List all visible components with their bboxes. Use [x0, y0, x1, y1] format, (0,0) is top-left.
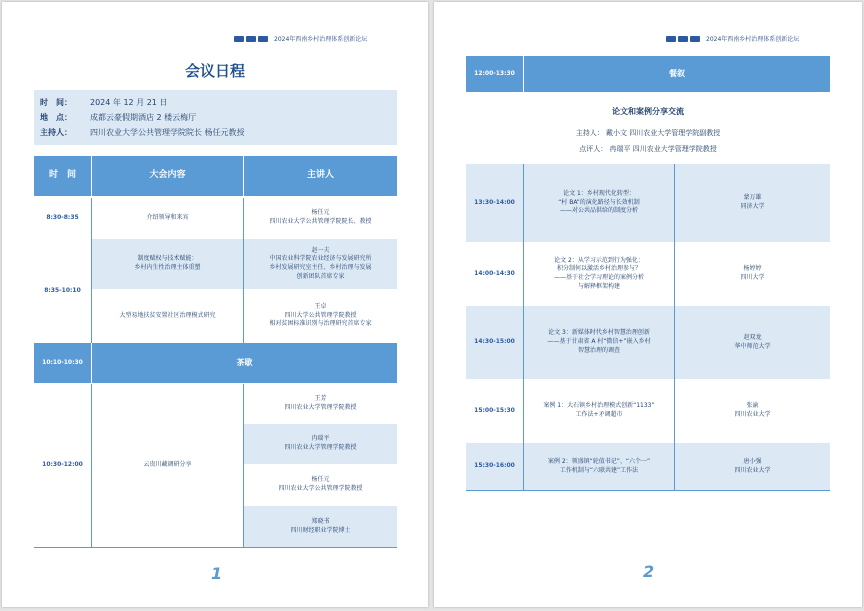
col-header-content: 大会内容 — [92, 156, 243, 196]
speaker-name: 郑晓书 — [311, 517, 330, 525]
header-block-icon — [234, 36, 244, 42]
time-cell: 8:35-10:10 — [44, 286, 81, 294]
meeting-info-box — [34, 90, 397, 145]
content-cell: 论文 2：从学习示范到行为强化： 积分制何以激活乡村治理参与？ ——基于社会学习理论的案例分析 与解释框架构建 — [553, 256, 644, 290]
speaker-name: 唐小强 — [743, 457, 762, 465]
speaker-title: 四川农业大学公共管理学院院长、教授 — [269, 218, 372, 225]
header-text: 2024年西南乡村治理体系创新论坛 — [274, 36, 368, 43]
session-host: 主持人： 戴小文 四川农业大学管理学院副教授 — [575, 129, 721, 137]
page-header — [234, 34, 367, 43]
speaker-cell: 赵一夫 中国农业科学院农业经济与发展研究所 乡村发展研究室主任、乡村治理与发展 创新团队首席专家 — [244, 239, 397, 289]
table-divider — [523, 164, 524, 490]
page-title: 会议日程 — [184, 62, 245, 80]
speaker-name: 赵双龙 — [743, 333, 762, 341]
page-header — [666, 34, 799, 43]
content-cell: 案例 1：大石镇乡村治理模式创新“1133” 工作法+矛调超市 — [543, 402, 655, 418]
table-bottom-line — [466, 490, 830, 491]
header-text: 2024年西南乡村治理体系创新论坛 — [706, 36, 800, 43]
speaker-name: 赵一夫 — [311, 246, 330, 254]
break-time: 10:10-10:30 — [34, 343, 91, 383]
col-header-time: 时 间 — [34, 156, 91, 196]
speaker-name: 冉瑞平 — [311, 435, 330, 443]
header-block-icon — [666, 36, 676, 42]
content-cell: 论文 3：新媒体时代乡村智慧治理创新 ——基于甘肃省 A 村“微信+”嵌入乡村 智慧治理的调查 — [524, 306, 674, 379]
speaker-name: 张渝 — [746, 402, 759, 410]
speaker-name: 蒙万雄 — [743, 194, 762, 202]
content-cell: 论文 1：乡村现代化转型： “村 BA”的演化路径与长效机制 ——对公共品供给的制度分析 — [524, 164, 674, 242]
speaker-cell: 郑晓书 四川财经职业学院博士 — [244, 506, 397, 547]
info-host: 主持人： 四川农业大学公共管理学院院长 杨任元教授 — [40, 128, 245, 137]
page-number: 2 — [643, 562, 655, 581]
speaker-cell: 王芳 四川农业大学管理学院教授 — [284, 394, 357, 411]
speaker-cell: 蒙万雄 同济大学 — [675, 164, 830, 242]
speaker-cell — [244, 198, 397, 238]
col-header-speaker: 主讲人 — [244, 156, 397, 196]
time-cell: 14:00-14:30 — [474, 269, 515, 277]
page-number: 1 — [211, 564, 223, 583]
speaker-cell: 杨任元 四川农业大学公共管理学院教授 — [278, 476, 363, 492]
time-cell: 13:30-14:00 — [466, 164, 523, 242]
speaker-name: 王卓 — [314, 302, 327, 310]
content-cell: 云贵川藏调研分享 — [143, 461, 192, 469]
speaker-name: 杨任元 — [311, 209, 330, 217]
content-cell: 介绍领导和来宾 — [146, 213, 189, 221]
speaker-cell: 杨婷婷 四川大学 — [740, 265, 765, 281]
table-divider — [91, 198, 92, 343]
content-cell: 大型易地扶贫安置社区治理模式研究 — [119, 311, 216, 319]
lunch-label: 餐叙 — [524, 56, 830, 92]
break-label: 茶歇 — [92, 343, 397, 383]
table-bottom-line — [34, 547, 397, 548]
content-cell: 制度赋权与技术赋能： 乡村内生性治理主体重塑 — [92, 239, 243, 289]
header-block-icon — [258, 36, 268, 42]
speaker-cell: 张渝 四川农业大学 — [734, 402, 771, 418]
info-time: 时 间： 2024 年 12 月 21 日 — [40, 98, 168, 107]
speaker-name: 杨婷婷 — [743, 265, 762, 273]
time-cell: 8:30-8:35 — [46, 213, 79, 221]
header-block-icon — [690, 36, 700, 42]
session-reviewer: 点评人： 冉瑞平 四川农业大学管理学院教授 — [579, 145, 717, 153]
page-1 — [2, 2, 428, 607]
table-divider — [91, 384, 92, 547]
table-divider — [243, 384, 244, 547]
header-block-icon — [678, 36, 688, 42]
header-block-icon — [246, 36, 256, 42]
section-title: 论文和案例分享交流 — [612, 107, 684, 116]
speaker-name: 杨任元 — [311, 476, 330, 484]
table-divider — [674, 164, 675, 490]
speaker-cell: 唐小强 四川农业大学 — [675, 443, 830, 490]
time-cell: 14:30-15:00 — [466, 306, 523, 379]
time-cell: 15:00-15:30 — [474, 406, 515, 414]
content-cell: 案例 2：领盛镇“轮值书记”、“六个一” 工作机制与“六联共建”工作法 — [524, 443, 674, 490]
time-cell: 10:30-12:00 — [42, 461, 83, 469]
speaker-cell: 冉瑞平 四川农业大学管理学院教授 — [244, 424, 397, 464]
table-divider — [243, 198, 244, 343]
speaker-cell: 赵双龙 华中师范大学 — [675, 306, 830, 379]
time-cell: 15:30-16:00 — [466, 443, 523, 490]
speaker-name: 王芳 — [314, 394, 327, 402]
info-location: 地 点： 成都云豪假期酒店 2 楼云梅厅 — [40, 113, 197, 122]
speaker-cell: 王卓 四川大学公共管理学院教授 相对贫困标准识别与治理研究首席专家 — [269, 302, 372, 328]
page-2 — [434, 2, 862, 607]
lunch-time: 12:00-13:30 — [466, 56, 523, 92]
